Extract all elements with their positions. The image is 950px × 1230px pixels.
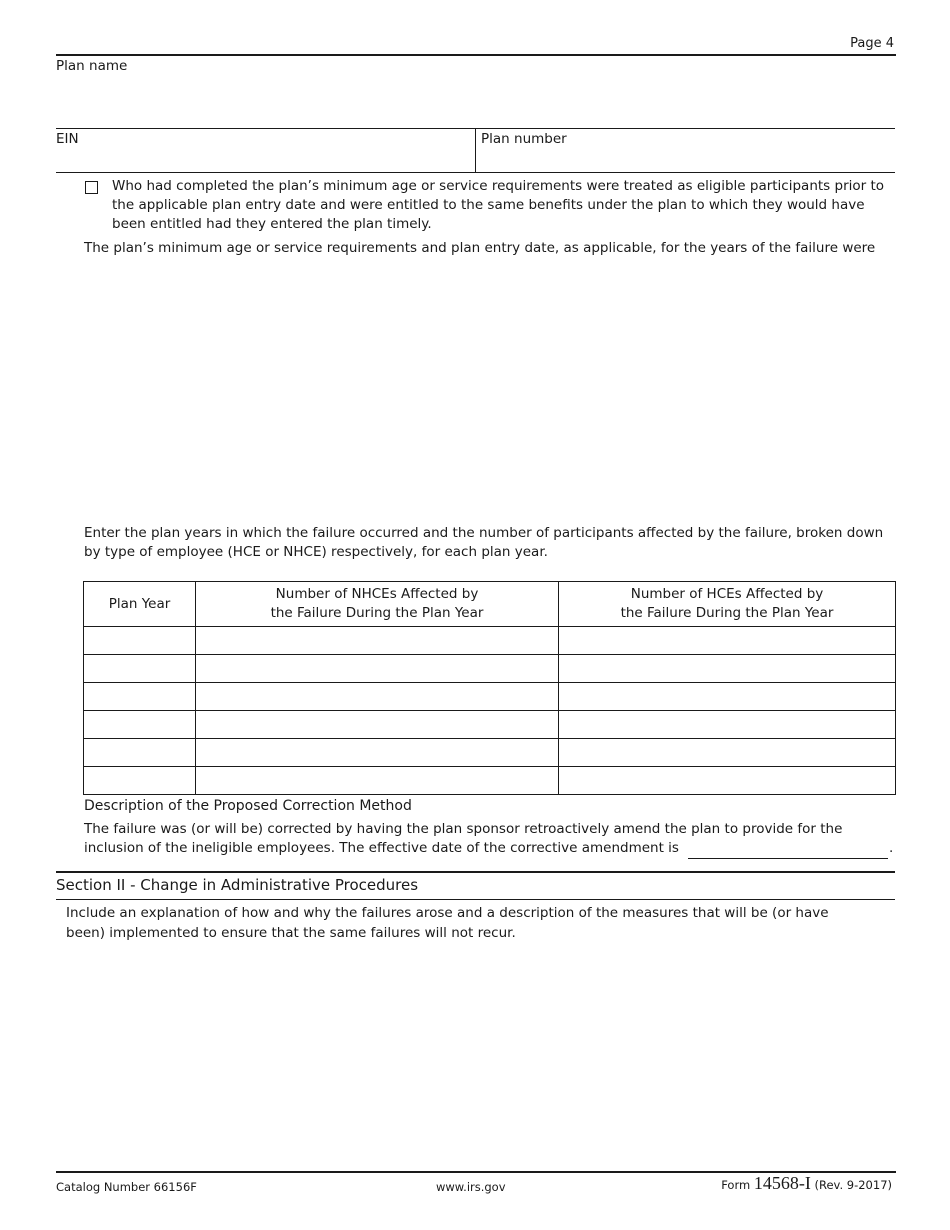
nhce-count-cell[interactable] xyxy=(196,683,559,711)
hce-count-cell[interactable] xyxy=(559,683,896,711)
table-row xyxy=(84,739,896,767)
plan-years-instruction-line2: by type of employee (HCE or NHCE) respectively, for each plan year. xyxy=(84,544,548,560)
plan-years-instruction-line1: Enter the plan years in which the failure occurred and the number of participants affected by the failure, broken down xyxy=(84,525,884,541)
plan-number-field[interactable] xyxy=(481,149,893,171)
plan-year-cell[interactable] xyxy=(84,767,196,795)
plan-year-cell[interactable] xyxy=(84,683,196,711)
ein-divider xyxy=(475,128,476,172)
effective-date-period: . xyxy=(889,840,894,856)
form-revision: (Rev. 9-2017) xyxy=(814,1178,892,1192)
page-number: Page 4 xyxy=(850,36,894,51)
hce-count-cell[interactable] xyxy=(559,739,896,767)
eligible-participants-checkbox[interactable] xyxy=(85,181,98,194)
effective-date-field[interactable] xyxy=(688,840,888,859)
explanation-text-area[interactable] xyxy=(66,950,894,1160)
table-header-row xyxy=(84,582,896,627)
section2-text-line2: been) implemented to ensure that the same failures will not recur. xyxy=(66,925,516,941)
table-row xyxy=(84,655,896,683)
correction-text-line2: inclusion of the ineligible employees. The effective date of the corrective amendment is xyxy=(84,840,679,856)
col-nhce-label-line2: the Failure During the Plan Year xyxy=(270,605,484,621)
table-row xyxy=(84,627,896,655)
col-hce-label-line1: Number of HCEs Affected by xyxy=(630,586,824,602)
header-rule xyxy=(56,54,896,56)
table-row xyxy=(84,683,896,711)
irs-website: www.irs.gov xyxy=(436,1180,506,1194)
requirements-text-area[interactable] xyxy=(84,262,894,512)
table-row xyxy=(84,767,896,795)
correction-text-line1: The failure was (or will be) corrected by having the plan sponsor retroactively amend the plan to provide for the xyxy=(84,821,843,837)
form-number: 14568-I xyxy=(753,1173,811,1193)
hce-count-cell[interactable] xyxy=(559,767,896,795)
plan-name-field[interactable] xyxy=(56,76,894,126)
nhce-count-cell[interactable] xyxy=(196,739,559,767)
form-prefix: Form xyxy=(721,1178,751,1192)
hce-count-cell[interactable] xyxy=(559,655,896,683)
checkbox-text-line1: Who had completed the plan’s minimum age or service requirements were treated as eligible participants prior to xyxy=(112,178,885,194)
checkbox-text-line2: the applicable plan entry date and were entitled to the same benefits under the plan to which they would have xyxy=(112,197,865,213)
col-plan-year-header xyxy=(84,582,196,627)
section2-text-line1: Include an explanation of how and why the failures arose and a description of the measures that will be (or have xyxy=(66,905,829,921)
catalog-number: Catalog Number 66156F xyxy=(56,1180,197,1194)
ein-field[interactable] xyxy=(56,149,472,171)
nhce-count-cell[interactable] xyxy=(196,767,559,795)
ein-label: EIN xyxy=(56,131,79,147)
nhce-count-cell[interactable] xyxy=(196,627,559,655)
plan-name-label: Plan name xyxy=(56,58,128,74)
correction-heading: Description of the Proposed Correction Method xyxy=(84,798,412,814)
plan-number-label: Plan number xyxy=(481,131,567,147)
col-nhce-label-line1: Number of NHCEs Affected by xyxy=(275,586,479,602)
checkbox-text-line3: been entitled had they entered the plan timely. xyxy=(112,216,432,232)
section2-bottom-rule xyxy=(56,899,895,900)
nhce-count-cell[interactable] xyxy=(196,711,559,739)
section2-top-rule xyxy=(56,871,895,873)
hce-count-cell[interactable] xyxy=(559,711,896,739)
hce-count-cell[interactable] xyxy=(559,627,896,655)
plan-info-rule xyxy=(56,172,895,173)
plan-year-cell[interactable] xyxy=(84,711,196,739)
col-plan-year-label: Plan Year xyxy=(108,595,171,612)
section2-title: Section II - Change in Administrative Procedures xyxy=(56,876,419,894)
col-nhce-header xyxy=(196,582,559,627)
form-id xyxy=(721,1174,892,1195)
plan-year-cell[interactable] xyxy=(84,739,196,767)
nhce-count-cell[interactable] xyxy=(196,655,559,683)
plan-year-cell[interactable] xyxy=(84,655,196,683)
requirements-prompt: The plan’s minimum age or service requirements and plan entry date, as applicable, for the years of the failure were xyxy=(84,240,876,256)
col-hce-header xyxy=(559,582,896,627)
col-hce-label-line2: the Failure During the Plan Year xyxy=(620,605,834,621)
table-row xyxy=(84,711,896,739)
plan-year-cell[interactable] xyxy=(84,627,196,655)
plan-years-table xyxy=(83,581,896,795)
